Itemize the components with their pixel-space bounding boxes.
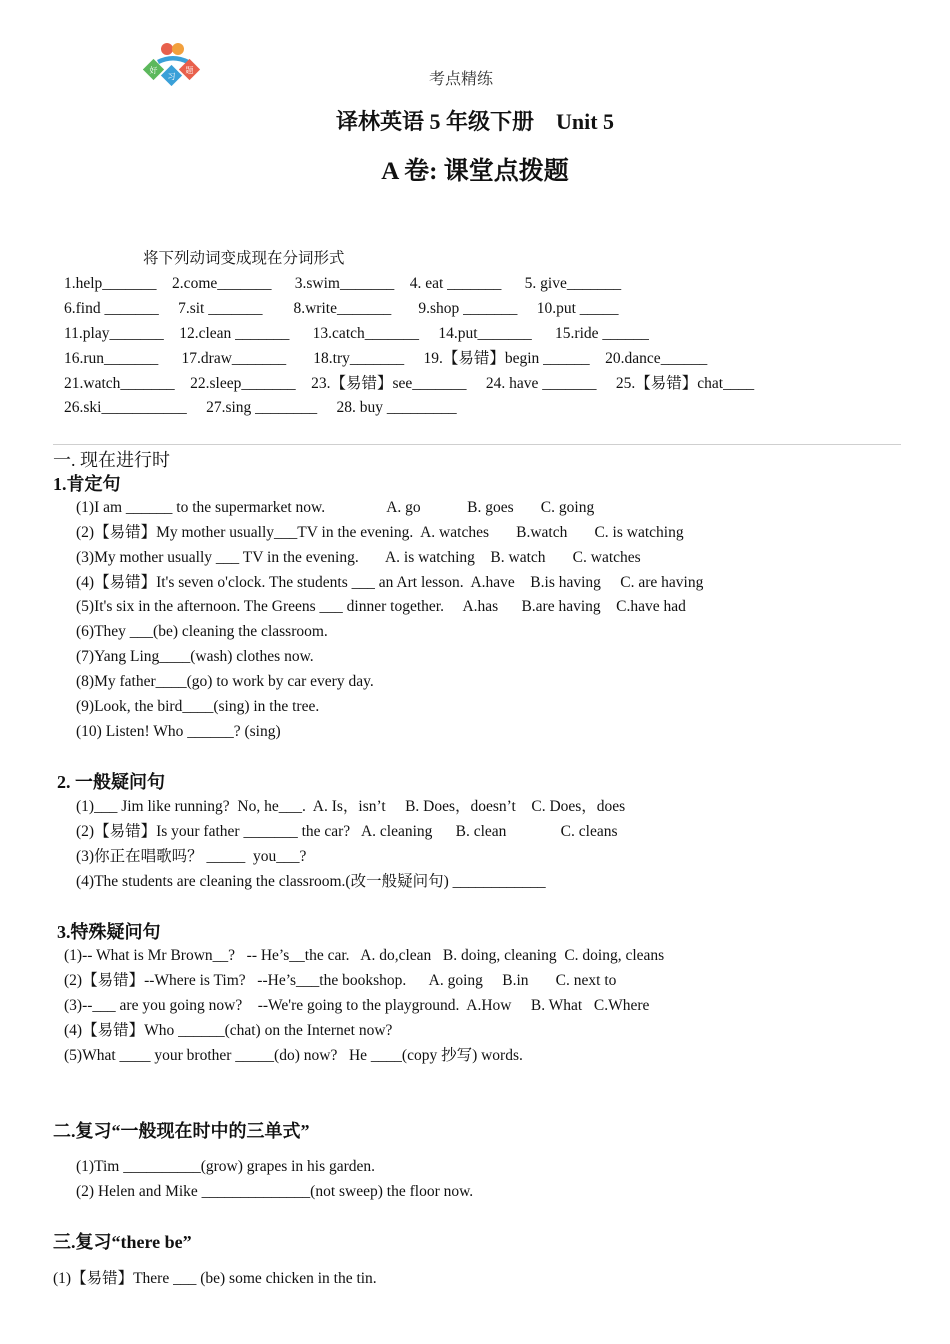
s3-q4: (4)【易错】Who ______(chat) on the Internet now?: [64, 1022, 393, 1039]
s1-q9: (9)Look, the bird____(sing) in the tree.: [76, 698, 320, 715]
divider: [53, 444, 901, 445]
s1-q8: (8)My father____(go) to work by car every day.: [76, 673, 374, 690]
verbs-line-1: 1.help_______ 2.come_______ 3.swim_______ 4. eat _______ 5. give_______: [64, 275, 622, 292]
s2-q3: (3)你正在唱歌吗？ _____ you___?: [76, 848, 307, 865]
page-title: 译林英语 5 年级下册 Unit 5: [335, 109, 615, 134]
s1-q4: (4)【易错】It's seven o'clock. The students ___ an Art lesson. A.have B.is having C. are having: [76, 574, 704, 591]
section-1-sub-3-title: 3.特殊疑问句: [57, 922, 161, 942]
page-subtitle: A 卷: 课堂点拨题: [381, 158, 569, 185]
s2-q2: (2)【易错】Is your father _______ the car? A. cleaning B. clean C. cleans: [76, 823, 618, 840]
logo-char-3: 题: [185, 66, 194, 75]
s2-q4: (4)The students are cleaning the classroom.(改一般疑问句) ____________: [76, 873, 546, 890]
s1-q1: (1)I am ______ to the supermarket now. A. go B. goes C. going: [76, 499, 595, 516]
section-2-title: 二.复习“一般现在时中的三单式”: [53, 1121, 310, 1141]
s3-q1: (1)-- What is Mr Brown__? -- He’s__the car. A. do,clean B. doing, cleaning C. doing, cleans: [64, 947, 665, 964]
logo-char-1: 好: [149, 66, 158, 75]
verbs-line-3: 11.play_______ 12.clean _______ 13.catch_______ 14.put_______ 15.ride ______: [64, 325, 649, 342]
section-1-title: 一. 现在进行时: [53, 450, 170, 470]
s2-q1: (1)___ Jim like running? No, he___. A. Is，isn’t B. Does，doesn’t C. Does，does: [76, 798, 626, 815]
s1-q7: (7)Yang Ling____(wash) clothes now.: [76, 648, 314, 665]
sec2-q1: (1)Tim __________(grow) grapes in his garden.: [76, 1158, 376, 1175]
top-label: 考点精练: [428, 71, 493, 88]
section-1-sub-2-title: 2. 一般疑问句: [57, 772, 165, 792]
logo-char-2: 习: [167, 72, 176, 81]
s1-q3: (3)My mother usually ___ TV in the evening. A. is watching B. watch C. watches: [76, 549, 641, 566]
s1-q5: (5)It's six in the afternoon. The Greens ___ dinner together. A.has B.are having C.have had: [76, 598, 686, 615]
verbs-line-6: 26.ski___________ 27.sing ________ 28. buy _________: [64, 399, 457, 416]
s1-q10: (10) Listen! Who ______? (sing): [76, 723, 281, 740]
section-1-sub-1-title: 1.肯定句: [53, 474, 121, 494]
s1-q2: (2)【易错】My mother usually___TV in the evening. A. watches B.watch C. is watching: [76, 524, 684, 541]
s1-q6: (6)They ___(be) cleaning the classroom.: [76, 623, 328, 640]
verbs-instruction: 将下列动词变成现在分词形式: [143, 250, 345, 267]
verbs-line-2: 6.find _______ 7.sit _______ 8.write_______ 9.shop _______ 10.put _____: [64, 300, 619, 317]
s3-q3: (3)--___ are you going now? --We're going to the playground. A.How B. What C.Where: [64, 997, 650, 1014]
verbs-line-4: 16.run_______ 17.draw_______ 18.try_______ 19.【易错】begin ______ 20.dance______: [64, 350, 708, 367]
section-3-title: 三.复习“there be”: [53, 1232, 192, 1252]
s3-q2: (2)【易错】--Where is Tim? --He’s___the bookshop. A. going B.in C. next to: [64, 972, 617, 989]
sec2-q2: (2) Helen and Mike ______________(not sweep) the floor now.: [76, 1183, 474, 1200]
s3-q5: (5)What ____ your brother _____(do) now? He ____(copy 抄写) words.: [64, 1047, 523, 1064]
verbs-line-5: 21.watch_______ 22.sleep_______ 23.【易错】see_______ 24. have _______ 25.【易错】chat____: [64, 375, 755, 392]
sec3-q1: (1)【易错】There ___ (be) some chicken in the tin.: [53, 1270, 377, 1287]
